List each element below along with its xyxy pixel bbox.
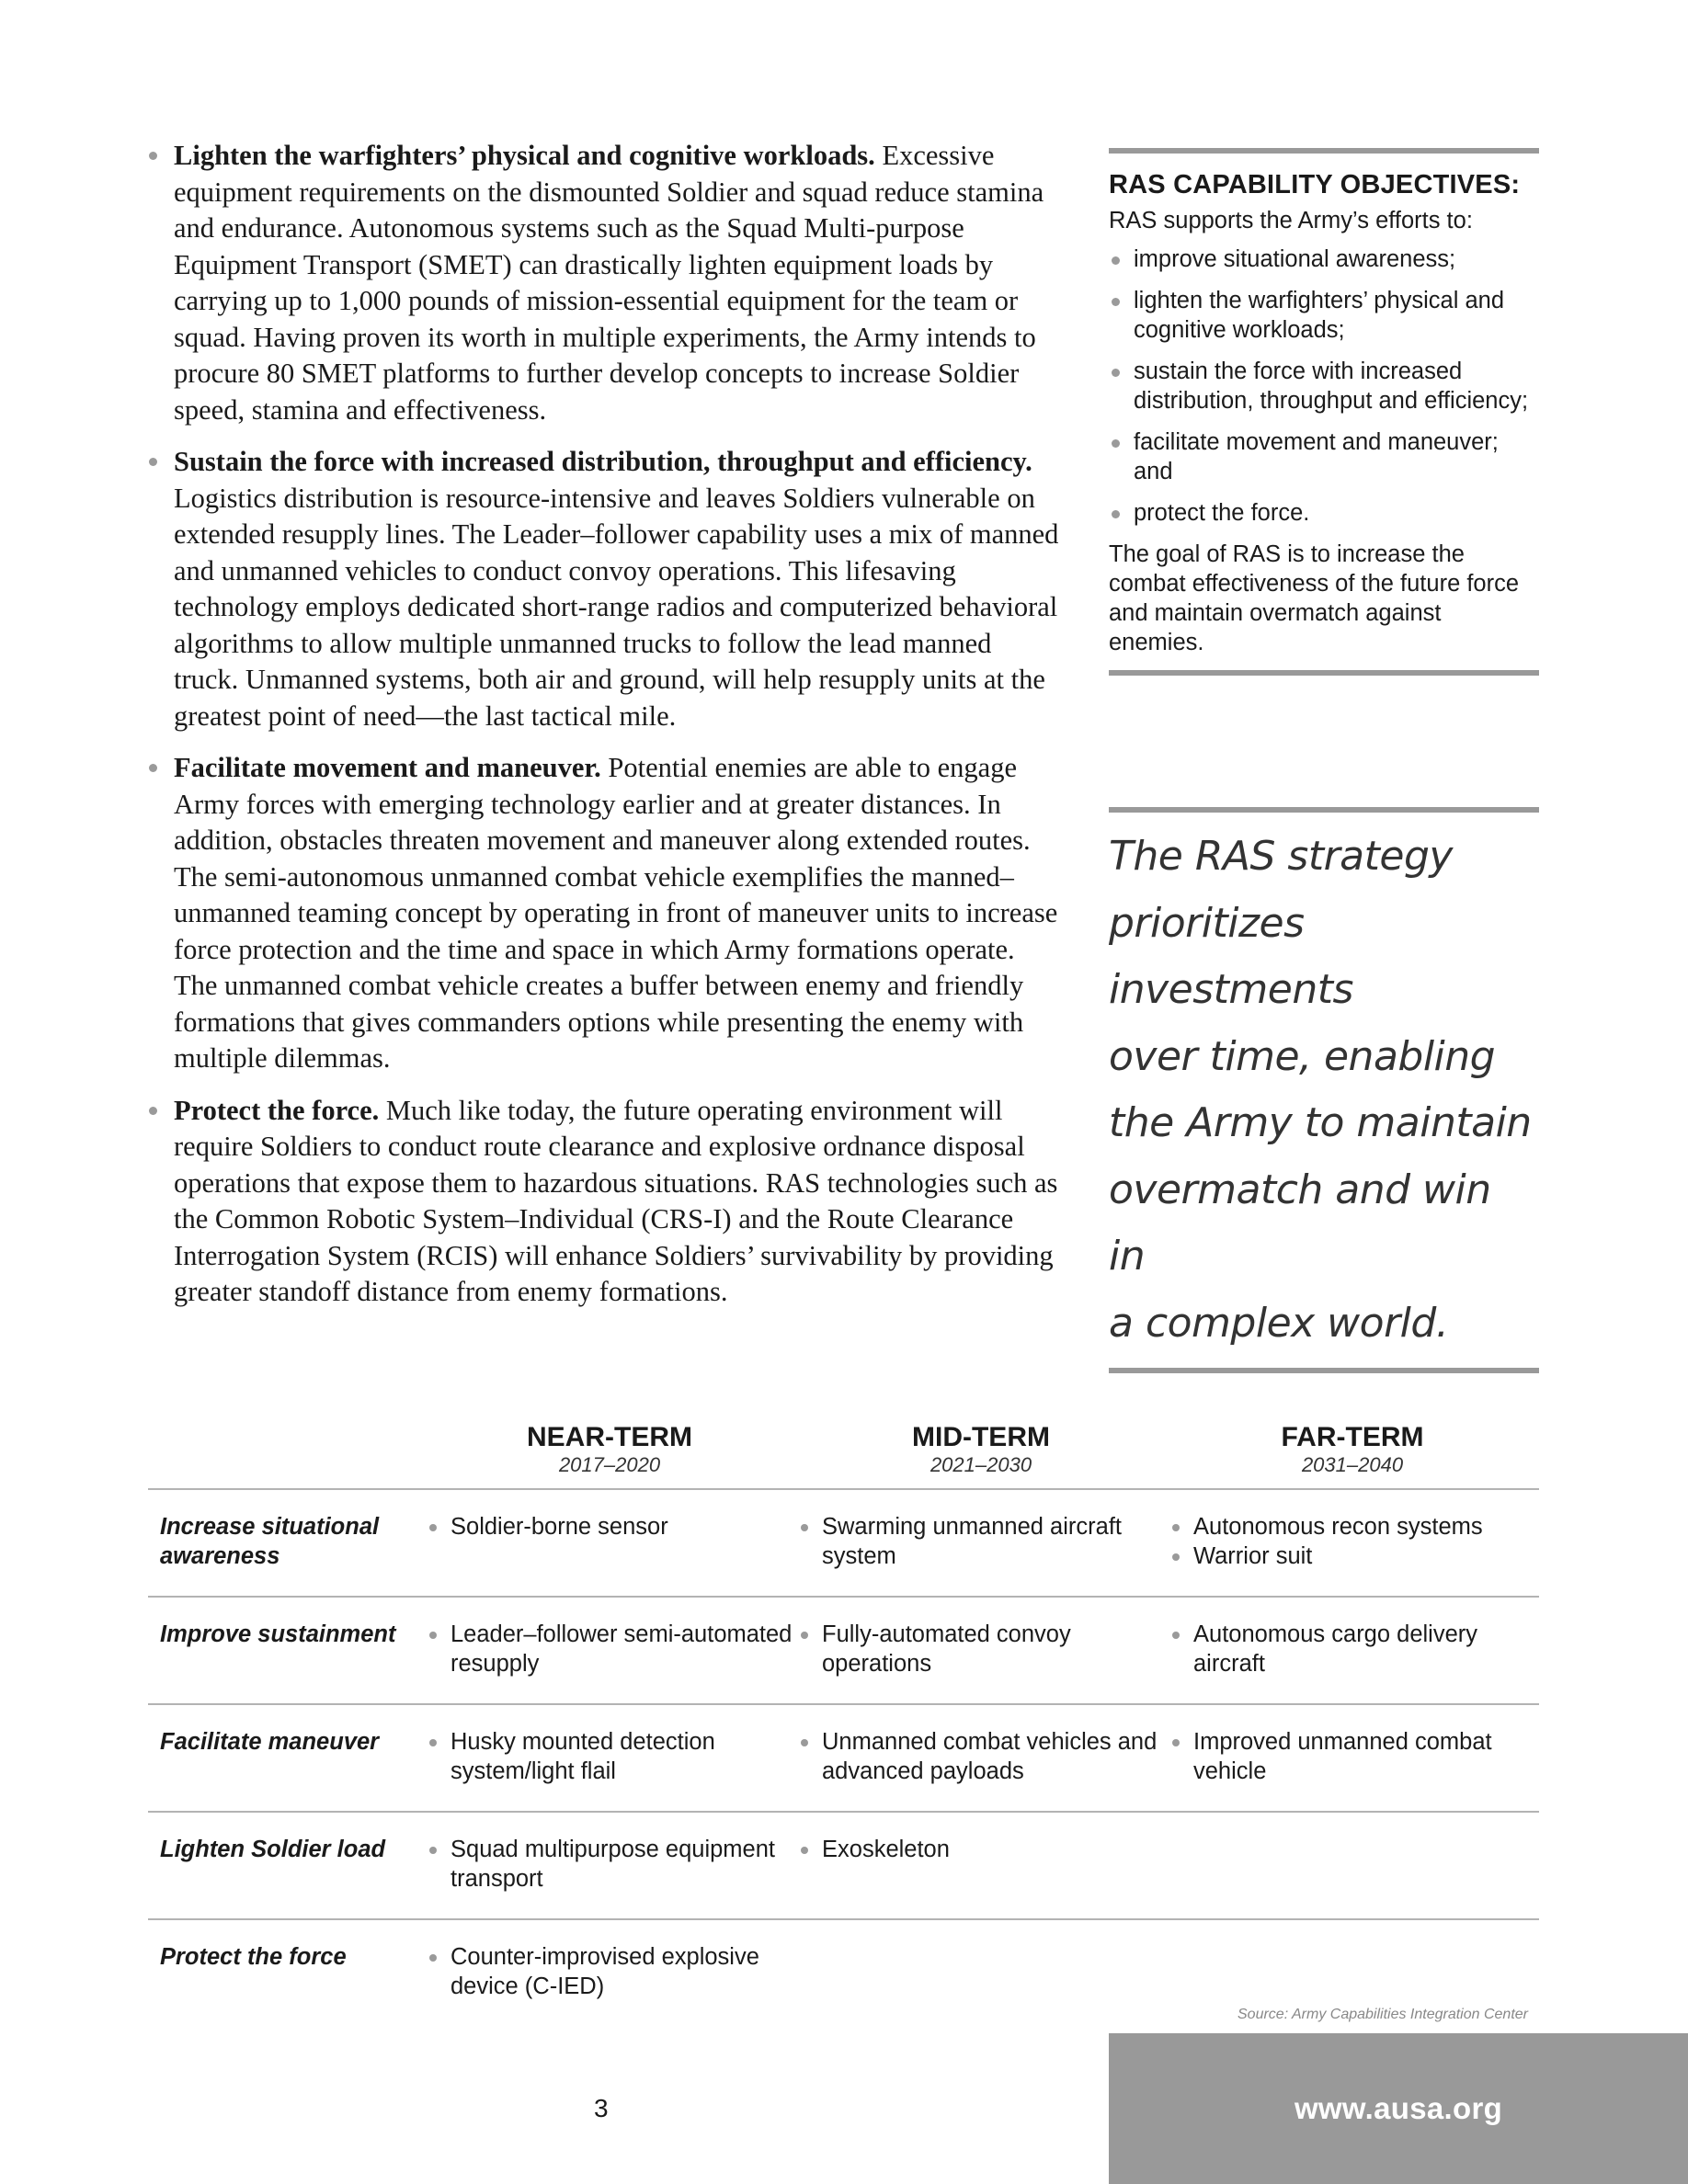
bullet-dot-icon xyxy=(801,1632,808,1639)
header-title: FAR-TERM xyxy=(1281,1422,1424,1452)
cell-item xyxy=(428,1620,795,1678)
sidebar-list xyxy=(1109,245,1539,528)
cell-far xyxy=(1167,1727,1538,1811)
bullet-dot-icon xyxy=(149,152,157,160)
table-row xyxy=(148,1705,1539,1813)
quote-line: over time, enabling xyxy=(1109,1032,1496,1080)
source-note: Source: Army Capabilities Integration Center xyxy=(1237,2007,1528,2022)
bullet-dot-icon xyxy=(1172,1524,1180,1531)
table-row xyxy=(148,1813,1539,1920)
table-body xyxy=(148,1490,1539,2028)
bullet-dot-icon xyxy=(149,764,157,772)
page-number: 3 xyxy=(594,2094,609,2122)
cell-mid xyxy=(795,1512,1167,1596)
cell-item-text: Soldier-borne sensor xyxy=(451,1514,668,1540)
header-title: NEAR-TERM xyxy=(527,1422,692,1452)
table-header-far xyxy=(1167,1422,1538,1488)
cell-item-text: Fully-automated convoy operations xyxy=(822,1621,1071,1677)
cell-item xyxy=(799,1727,1167,1786)
bullet-paragraph xyxy=(147,444,1062,734)
table-header-near xyxy=(424,1422,795,1488)
cell-item-text: Husky mounted detection system/light flail xyxy=(451,1729,715,1784)
cell-far xyxy=(1167,1620,1538,1703)
sidebar-list-item: lighten the warfighters’ physical and cognitive workloads; xyxy=(1109,286,1539,345)
cell-item xyxy=(1170,1620,1538,1678)
quote-line: prioritizes investments xyxy=(1109,899,1353,1013)
cell-item-text: Squad multipurpose equipment transport xyxy=(451,1837,775,1892)
bullet-dot-icon xyxy=(429,1632,437,1639)
bullet-dot-icon xyxy=(1172,1739,1180,1746)
cell-item xyxy=(799,1620,1167,1678)
bullet-dot-icon xyxy=(801,1847,808,1854)
bullet-body: Excessive equipment requirements on the dismounted Soldier and squad reduce stamina and endurance. Autonomous systems such as the Squad Multi-purpose Equipment Transport (SMET) can drastically lighten equipment loads by carrying up to 1,000 pounds of mission-essential equipment for the team or squad. Having proven its worth in multiple experiments, the Army intends to procure 80 SMET platforms to further develop concepts to increase Soldier speed, stamina and effectiveness. xyxy=(174,140,1044,426)
table-header-row xyxy=(148,1422,1539,1490)
bullet-dot-icon xyxy=(801,1524,808,1531)
bullet-dot-icon xyxy=(1112,510,1120,518)
bullet-body: Logistics distribution is resource-intensive and leaves Soldiers vulnerable on extended resupply lines. The Leader–follower capability uses a mix of manned and unmanned vehicles to conduct convoy operations. This lifesaving technology employs dedicated short-range radios and computerized behavioral algorithms to allow multiple unmanned trucks to follow the lead manned truck. Unmanned systems, both air and ground, will help resupply units at the greatest point of need—the last tactical mile. xyxy=(174,482,1059,732)
cell-near xyxy=(424,1835,795,1918)
cell-near xyxy=(424,1512,795,1596)
bullet-dot-icon xyxy=(1172,1632,1180,1639)
quote-line: The RAS strategy xyxy=(1109,833,1453,880)
cell-item xyxy=(799,1835,1167,1864)
cell-far xyxy=(1167,1835,1538,1918)
table-header-spacer xyxy=(148,1422,424,1488)
bullet-paragraph xyxy=(147,138,1062,428)
row-label: Improve sustainment xyxy=(160,1621,396,1647)
cell-mid xyxy=(795,1835,1167,1918)
cell-item xyxy=(799,1512,1167,1571)
cell-item-text: Exoskeleton xyxy=(822,1837,950,1862)
cell-item xyxy=(1170,1727,1538,1786)
cell-item-text: Leader–follower semi-automated resupply xyxy=(451,1621,793,1677)
cell-item-text: Swarming unmanned aircraft system xyxy=(822,1514,1122,1569)
quote-line: the Army to maintain xyxy=(1109,1099,1532,1146)
capability-objectives-sidebar xyxy=(1109,148,1539,676)
header-years: 2031–2040 xyxy=(1301,1453,1404,1476)
sidebar-list-item: sustain the force with increased distribution, throughput and efficiency; xyxy=(1109,357,1539,415)
cell-item xyxy=(428,1835,795,1894)
capability-timeline-table xyxy=(148,1422,1539,2028)
bullet-lead: Facilitate movement and maneuver. xyxy=(174,752,601,783)
bullet-dot-icon xyxy=(149,1107,157,1115)
cell-item-text: Warrior suit xyxy=(1193,1543,1313,1569)
sidebar-list-item: protect the force. xyxy=(1109,498,1539,528)
cell-mid xyxy=(795,1942,1167,2028)
bullet-dot-icon xyxy=(1112,298,1120,306)
cell-item-text: Autonomous cargo delivery aircraft xyxy=(1193,1621,1478,1677)
bullet-dot-icon xyxy=(149,458,157,466)
header-years: 2021–2030 xyxy=(930,1453,1032,1476)
bullet-lead: Lighten the warfighters’ physical and cognitive workloads. xyxy=(174,140,875,171)
cell-item-text: Unmanned combat vehicles and advanced payloads xyxy=(822,1729,1158,1784)
cell-near xyxy=(424,1727,795,1811)
bullet-lead: Sustain the force with increased distribution, throughput and efficiency. xyxy=(174,446,1032,477)
cell-item-text: Improved unmanned combat vehicle xyxy=(1193,1729,1492,1784)
cell-item xyxy=(1170,1512,1538,1541)
pull-quote xyxy=(1109,807,1539,1373)
main-column xyxy=(147,138,1062,1326)
table-row xyxy=(148,1598,1539,1705)
bullet-body: Potential enemies are able to engage Army forces with emerging technology earlier and at greater distances. In addition, obstacles threaten movement and maneuver along extended routes. The semi-autonomous unmanned combat vehicle exemplifies the manned–unmanned teaming concept by operating in front of maneuver units to increase force protection and the time and space in which Army formations operate. The unmanned combat vehicle creates a buffer between enemy and friendly formations that gives commanders options while presenting the enemy with multiple dilemmas. xyxy=(174,752,1058,1074)
sidebar-goal: The goal of RAS is to increase the combat effectiveness of the future force and maintain overmatch against enemies. xyxy=(1109,541,1520,655)
sidebar-list-item: improve situational awareness; xyxy=(1109,245,1539,274)
bullet-paragraph xyxy=(147,750,1062,1077)
sidebar-intro: RAS supports the Army’s efforts to: xyxy=(1109,208,1473,233)
footer-url-box xyxy=(1109,2033,1688,2184)
sidebar-title: RAS CAPABILITY OBJECTIVES: xyxy=(1109,170,1521,199)
bullet-dot-icon xyxy=(429,1524,437,1531)
bullet-dot-icon xyxy=(1112,369,1120,377)
table-header-mid xyxy=(795,1422,1167,1488)
header-years: 2017–2020 xyxy=(558,1453,661,1476)
cell-item xyxy=(1170,1541,1538,1571)
cell-item xyxy=(428,1727,795,1786)
cell-mid xyxy=(795,1620,1167,1703)
cell-far xyxy=(1167,1512,1538,1596)
bullet-dot-icon xyxy=(429,1954,437,1962)
cell-near xyxy=(424,1620,795,1703)
cell-item-text: Counter-improvised explosive device (C-IED) xyxy=(451,1944,759,1999)
row-label: Lighten Soldier load xyxy=(160,1837,386,1862)
cell-near xyxy=(424,1942,795,2028)
bullet-dot-icon xyxy=(429,1739,437,1746)
sidebar-list-item: facilitate movement and maneuver; and xyxy=(1109,427,1539,486)
cell-item-text: Autonomous recon systems xyxy=(1193,1514,1483,1540)
table-row xyxy=(148,1490,1539,1598)
bullet-dot-icon xyxy=(1112,439,1120,448)
quote-line: a complex world. xyxy=(1109,1299,1449,1347)
row-label: Protect the force xyxy=(160,1944,347,1970)
row-label: Facilitate maneuver xyxy=(160,1729,380,1755)
cell-item xyxy=(428,1512,795,1541)
quote-line: overmatch and win in xyxy=(1109,1166,1491,1280)
bullet-dot-icon xyxy=(429,1847,437,1854)
header-title: MID-TERM xyxy=(912,1422,1050,1452)
footer-url[interactable]: www.ausa.org xyxy=(1294,2091,1503,2125)
bullet-dot-icon xyxy=(1112,256,1120,265)
bullet-lead: Protect the force. xyxy=(174,1094,380,1126)
bullet-dot-icon xyxy=(1172,1553,1180,1561)
bullet-dot-icon xyxy=(801,1739,808,1746)
bullet-body: Much like today, the future operating environment will require Soldiers to conduct route clearance and explosive ordnance disposal operations that expose them to hazardous situations. RAS technologies such as the Common Robotic System–Individual (CRS-I) and the Route Clearance Interrogation System (RCIS) will enhance Soldiers’ survivability by providing greater standoff distance from enemy formations. xyxy=(174,1094,1058,1307)
cell-mid xyxy=(795,1727,1167,1811)
cell-item xyxy=(428,1942,795,2001)
row-label: Increase situational awareness xyxy=(160,1514,380,1569)
bullet-paragraph xyxy=(147,1093,1062,1311)
